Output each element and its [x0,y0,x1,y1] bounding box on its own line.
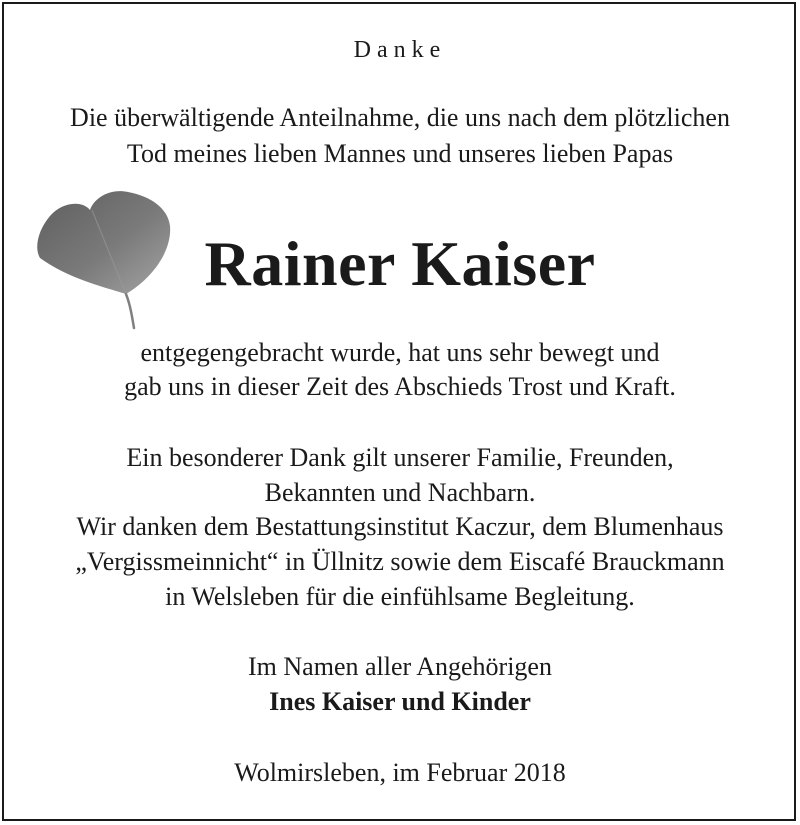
place-and-date: Wolmirsleben, im Februar 2018 [234,758,566,787]
thanks-line-2: Bekannten und Nachbarn. [264,478,536,507]
intro-line-1: Die überwältigende Anteilnahme, die uns nach dem plötzlichen [70,103,730,132]
intro-line-2: Tod meines lieben Mannes und unseres lieben Papas [126,139,674,168]
thanks-line-5: in Welsleben für die einfühlsame Begleitung. [165,582,635,611]
signature-names: Ines Kaiser und Kinder [269,687,531,716]
signature-intro: Im Namen aller Angehörigen [248,652,552,681]
thanks-line-1: Ein besonderer Dank gilt unserer Familie, Freunden, [126,443,674,472]
thanks-line-4: „Vergissmeinnicht“ in Üllnitz sowie dem Eiscafé Brauckmann [75,547,725,576]
thanks-line-3: Wir danken dem Bestattungsinstitut Kaczur, dem Blumenhaus [76,512,724,541]
continuation-line-2: gab uns in dieser Zeit des Abschieds Trost und Kraft. [124,372,676,401]
deceased-name: Rainer Kaiser [204,228,596,299]
continuation-line-1: entgegengebracht wurde, hat uns sehr bewegt und [140,338,660,367]
notice-heading: Danke [353,37,447,63]
